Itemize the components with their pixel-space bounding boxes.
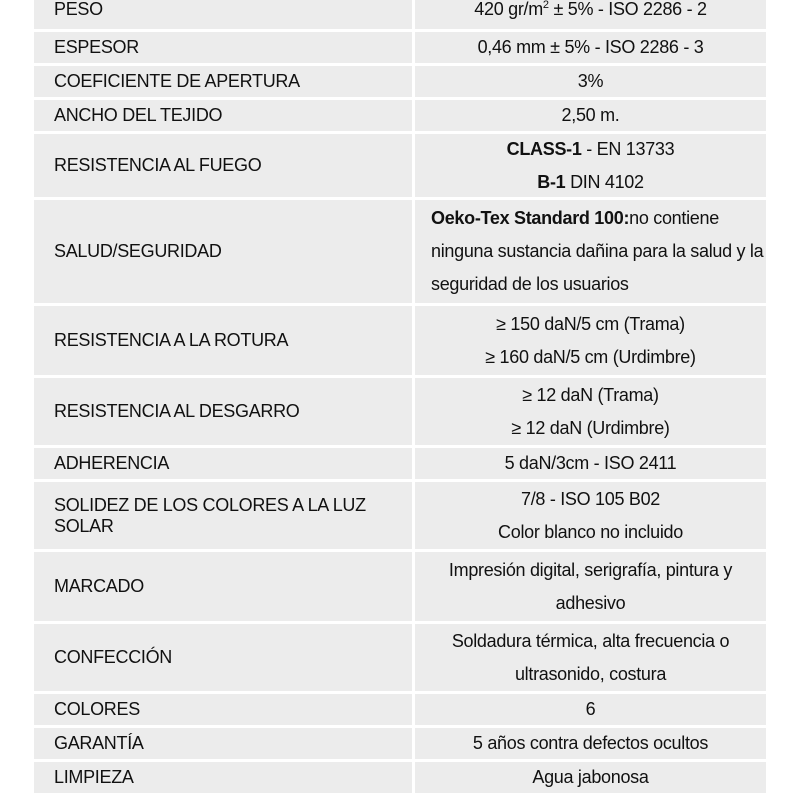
spec-label: RESISTENCIA AL DESGARRO (34, 378, 415, 445)
spec-value: Oeko-Tex Standard 100:no contiene ninguna sustancia dañina para la salud y la seguridad de los usuarios (431, 208, 764, 294)
spec-row-resistencia-rotura (34, 306, 766, 378)
spec-label: LIMPIEZA (34, 762, 415, 793)
spec-row-coeficiente-apertura (34, 66, 766, 100)
spec-value: 5 años contra defectos ocultos (472, 733, 709, 753)
spec-label: GARANTÍA (34, 728, 415, 759)
spec-value: 0,46 mm ± 5% - ISO 2286 - 3 (477, 37, 704, 57)
spec-label: MARCADO (34, 552, 415, 621)
spec-row-marcado (34, 552, 766, 624)
spec-value: Soldadura térmica, alta frecuencia o ultrasonido, costura (451, 630, 730, 684)
spec-value: 7/8 - ISO 105 B02 Color blanco no incluido (498, 488, 683, 542)
spec-value: 3% (577, 71, 604, 91)
spec-value: CLASS-1 - EN 13733 B-1 DIN 4102 (506, 138, 675, 192)
spec-row-colores (34, 694, 766, 728)
spec-label: ANCHO DEL TEJIDO (34, 100, 415, 131)
spec-value: 6 (585, 699, 596, 719)
spec-value: 420 $gr/m^2 \pm 5\%$ - ISO 2286 - 2 (474, 0, 707, 19)
spec-row-resistencia-fuego (34, 134, 766, 200)
spec-row-ancho-tejido (34, 100, 766, 134)
spec-value: ≥ 150 daN/5 cm (Trama) ≥ 160 daN/5 cm (Urdimbre) (485, 313, 696, 367)
spec-value: ≥ 12 daN (Trama) ≥ 12 daN (Urdimbre) (511, 384, 670, 438)
spec-row-salud-seguridad (34, 200, 766, 306)
spec-label: RESISTENCIA A LA ROTURA (34, 306, 415, 375)
spec-label: ADHERENCIA (34, 448, 415, 479)
spec-row-peso (34, 0, 766, 32)
spec-row-solidez-colores (34, 482, 766, 552)
spec-label: CONFECCIÓN (34, 624, 415, 691)
spec-value: 2,50 m. (561, 105, 620, 125)
spec-row-resistencia-desgarro (34, 378, 766, 448)
spec-label: ESPESOR (34, 32, 415, 63)
spec-label: PESO (34, 0, 415, 29)
spec-table (34, 0, 766, 796)
spec-label: COLORES (34, 694, 415, 725)
spec-label: SALUD/SEGURIDAD (34, 200, 415, 303)
spec-value: Agua jabonosa (532, 767, 649, 787)
spec-row-espesor (34, 32, 766, 66)
spec-value: 5 daN/3cm - ISO 2411 (504, 453, 677, 473)
spec-row-adherencia (34, 448, 766, 482)
spec-row-confeccion (34, 624, 766, 694)
spec-value: Impresión digital, serigrafía, pintura y adhesivo (448, 559, 733, 613)
spec-label: SOLIDEZ DE LOS COLORES A LA LUZ SOLAR (34, 482, 415, 549)
spec-row-limpieza (34, 762, 766, 796)
spec-label: COEFICIENTE DE APERTURA (34, 66, 415, 97)
spec-label: RESISTENCIA AL FUEGO (34, 134, 415, 197)
spec-row-garantia (34, 728, 766, 762)
